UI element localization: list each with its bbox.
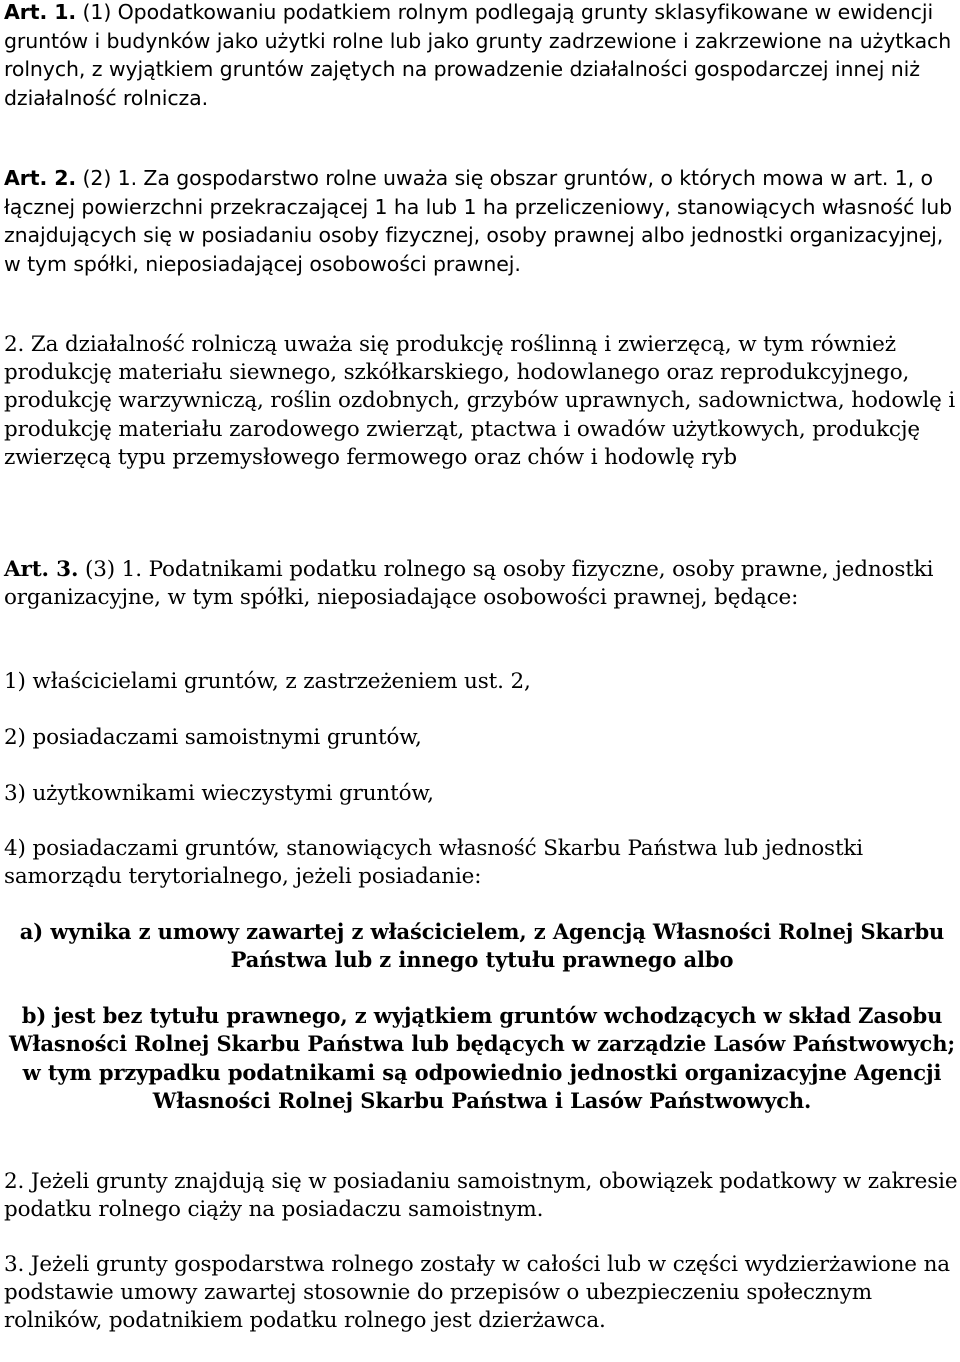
article-2-label: Art. 2. (4, 166, 77, 190)
article-3-label: Art. 3. (4, 557, 79, 582)
section-3: 3. Jeżeli grunty gospodarstwa rolnego zostały w całości lub w części wydzierżawione na podstawie umowy zawartej stosownie do przepisów o ubezpieczeniu społecznym rolników, podatnikiem podatku rolnego jest dzierżawca. (4, 1252, 950, 1334)
list-item: 2) posiadaczami samoistnymi gruntów, (4, 725, 422, 750)
article-3 (4, 556, 960, 612)
list-item: 3) użytkownikami wieczystymi gruntów, (4, 781, 434, 806)
sub-item-b: b) jest bez tytułu prawnego, z wyjątkiem gruntów wchodzących w skład Zasobu Własności Rolnej Skarbu Państwa lub będących w zarządzie Lasów Państwowych; w tym przypadku podatnikami są odpowiednio jednostki organizacyjne Agencji Własności Rolnej Skarbu Państwa i Lasów Państwowych. (8, 1003, 956, 1114)
list-item: 1) właścicielami gruntów, z zastrzeżeniem ust. 2, (4, 669, 531, 694)
list-item: 4) posiadaczami gruntów, stanowiących własność Skarbu Państwa lub jednostki samorządu terytorialnego, jeżeli posiadanie: (4, 836, 864, 890)
article-1-text: (1) Opodatkowaniu podatkiem rolnym podlegają grunty sklasyfikowane w ewidencji gruntów i budynków jako użytki rolne lub jako grunty zadrzewione i zakrzewione na użytkach rolnych, z wyjątkiem gruntów zajętych na prowadzenie działalności gospodarczej innej niż działalność rolnicza. (4, 0, 952, 110)
sub-item-a: a) wynika z umowy zawartej z właścicielem, z Agencją Własności Rolnej Skarbu Państwa lub z innego tytułu prawnego albo (19, 919, 945, 973)
article-2 (4, 164, 960, 278)
article-2-text: (2) 1. Za gospodarstwo rolne uważa się obszar gruntów, o których mowa w art. 1, o łącznej powierzchni przekraczającej 1 ha lub 1 ha przeliczeniowy, stanowiących własność lub znajdujących się w posiadaniu osoby fizycznej, osoby prawnej albo jednostki organizacyjnej, w tym spółki, nieposiadającej osobowości prawnej. (4, 166, 953, 276)
article-2-paragraph-2: 2. Za działalność rolniczą uważa się produkcję roślinną i zwierzęcą, w tym również produkcję materiału siewnego, szkółkarskiego, hodowlanego oraz reprodukcyjnego, produkcję warzywniczą, roślin ozdobnych, grzybów uprawnych, sadownictwa, hodowlę i produkcję materiału zarodowego zwierząt, ptactwa i owadów użytkowych, produkcję zwierzęcą typu przemysłowego fermowego oraz chów i hodowlę ryb (4, 332, 956, 470)
article-1-label: Art. 1. (4, 0, 77, 24)
article-3-text: (3) 1. Podatnikami podatku rolnego są osoby fizyczne, osoby prawne, jednostki organizacyjne, w tym spółki, nieposiadające osobowości prawnej, będące: (4, 557, 934, 611)
article-1 (4, 0, 960, 112)
section-2: 2. Jeżeli grunty znajdują się w posiadaniu samoistnym, obowiązek podatkowy w zakresie podatku rolnego ciąży na posiadaczu samoistnym. (4, 1169, 958, 1223)
